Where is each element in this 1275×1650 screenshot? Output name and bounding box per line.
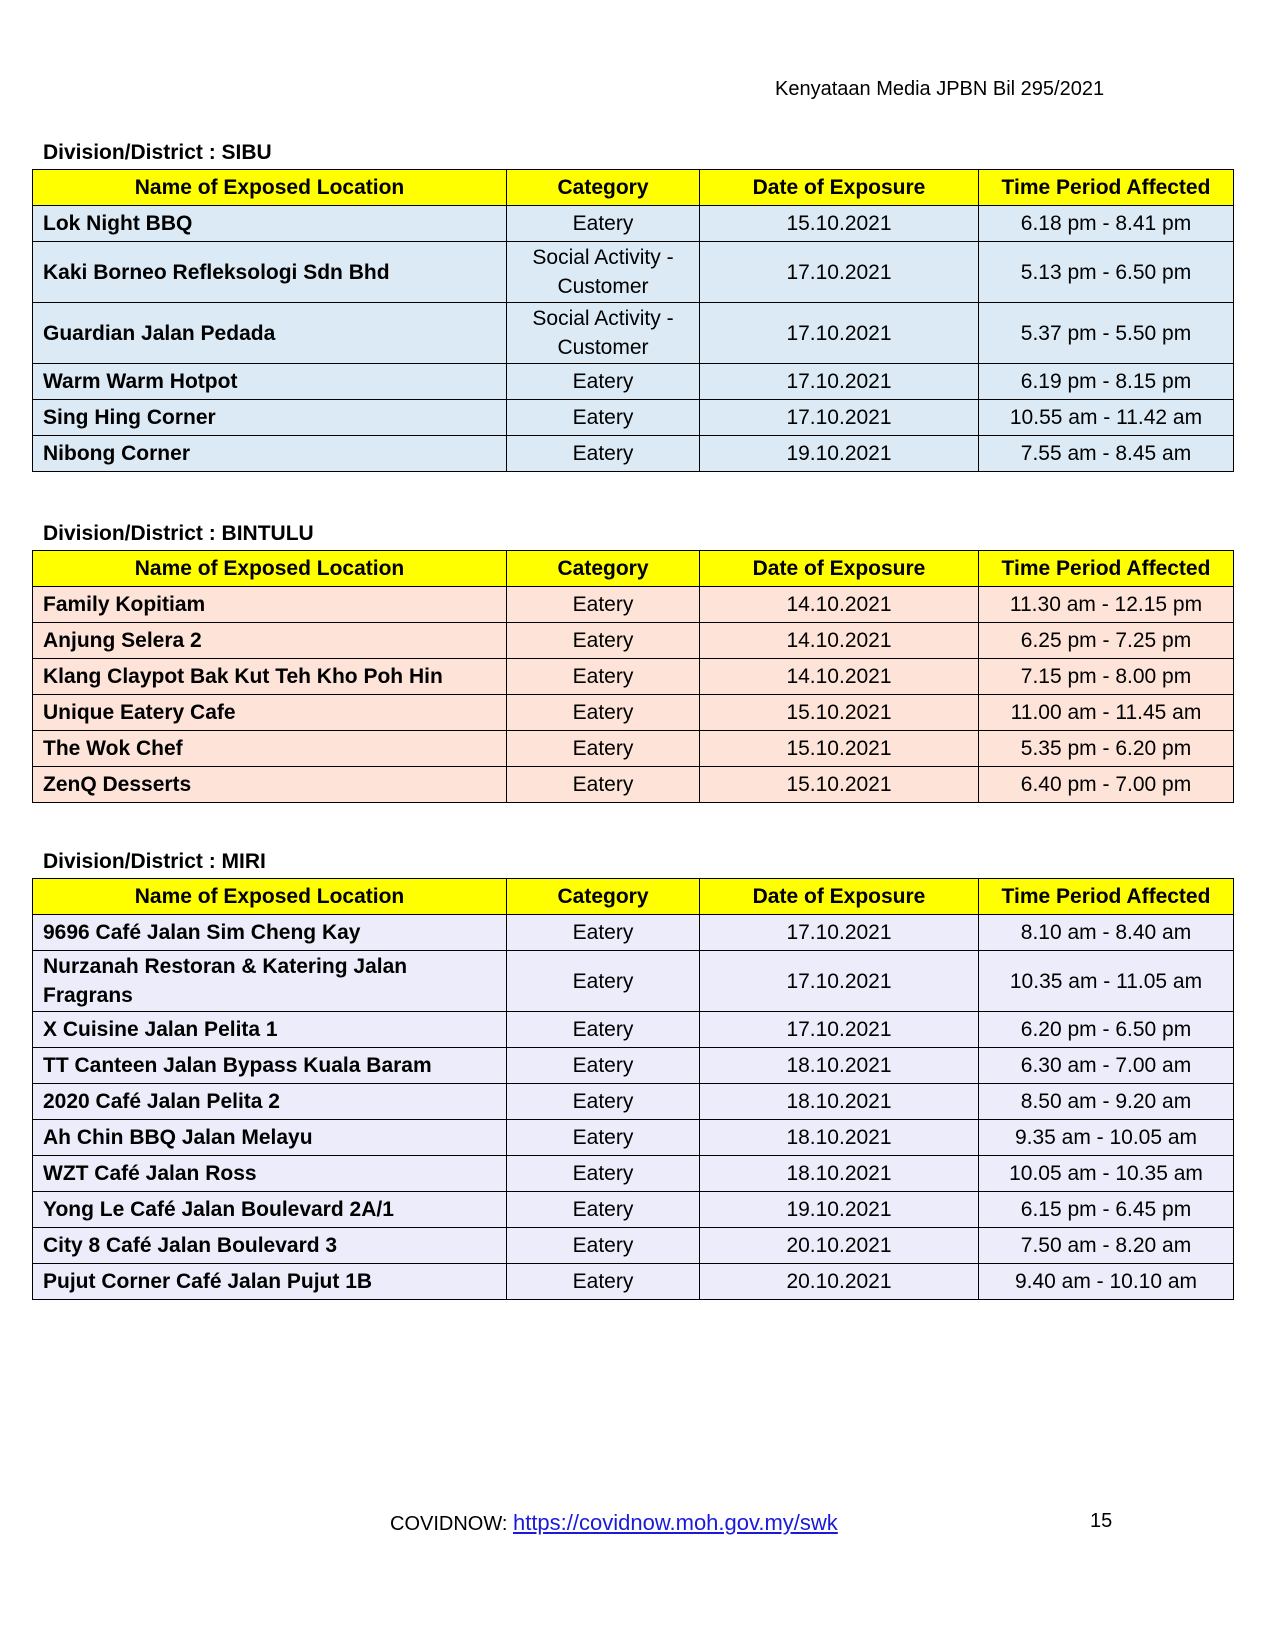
table-row xyxy=(33,767,1234,803)
category-cell: Eatery xyxy=(507,1156,700,1192)
page-number: 15 xyxy=(1090,1510,1113,1532)
time-cell: 5.13 pm - 6.50 pm xyxy=(979,242,1234,303)
date-cell: 15.10.2021 xyxy=(700,695,979,731)
location-cell: X Cuisine Jalan Pelita 1 xyxy=(33,1012,507,1048)
category-cell: Eatery xyxy=(507,659,700,695)
time-cell: 6.30 am - 7.00 am xyxy=(979,1048,1234,1084)
category-cell: Eatery xyxy=(507,1084,700,1120)
category-cell: Social Activity - Customer xyxy=(507,242,700,303)
category-cell: Eatery xyxy=(507,915,700,951)
category-cell: Eatery xyxy=(507,695,700,731)
table-row xyxy=(33,731,1234,767)
time-cell: 10.05 am - 10.35 am xyxy=(979,1156,1234,1192)
location-cell: Anjung Selera 2 xyxy=(33,623,507,659)
date-cell: 17.10.2021 xyxy=(700,400,979,436)
table-row xyxy=(33,242,1234,303)
column-header-category: Category xyxy=(507,879,700,915)
location-cell: Yong Le Café Jalan Boulevard 2A/1 xyxy=(33,1192,507,1228)
table-row xyxy=(33,1012,1234,1048)
date-cell: 15.10.2021 xyxy=(700,731,979,767)
time-cell: 5.37 pm - 5.50 pm xyxy=(979,303,1234,364)
category-cell: Eatery xyxy=(507,587,700,623)
exposure-table-sibu xyxy=(32,169,1234,472)
table-row xyxy=(33,915,1234,951)
category-cell: Eatery xyxy=(507,436,700,472)
category-cell: Social Activity - Customer xyxy=(507,303,700,364)
time-cell: 6.18 pm - 8.41 pm xyxy=(979,206,1234,242)
category-cell: Eatery xyxy=(507,731,700,767)
date-cell: 17.10.2021 xyxy=(700,951,979,1012)
exposure-table-bintulu xyxy=(32,550,1234,803)
date-cell: 18.10.2021 xyxy=(700,1084,979,1120)
table-row xyxy=(33,951,1234,1012)
table-row xyxy=(33,1084,1234,1120)
location-cell: Unique Eatery Cafe xyxy=(33,695,507,731)
location-cell: Nibong Corner xyxy=(33,436,507,472)
table-row xyxy=(33,659,1234,695)
time-cell: 8.50 am - 9.20 am xyxy=(979,1084,1234,1120)
table-row xyxy=(33,303,1234,364)
time-cell: 11.00 am - 11.45 am xyxy=(979,695,1234,731)
date-cell: 19.10.2021 xyxy=(700,436,979,472)
time-cell: 6.15 pm - 6.45 pm xyxy=(979,1192,1234,1228)
column-header-time: Time Period Affected xyxy=(979,170,1234,206)
location-cell: Ah Chin BBQ Jalan Melayu xyxy=(33,1120,507,1156)
date-cell: 18.10.2021 xyxy=(700,1120,979,1156)
time-cell: 6.40 pm - 7.00 pm xyxy=(979,767,1234,803)
location-cell: Guardian Jalan Pedada xyxy=(33,303,507,364)
column-header-location: Name of Exposed Location xyxy=(33,879,507,915)
date-cell: 15.10.2021 xyxy=(700,767,979,803)
column-header-category: Category xyxy=(507,551,700,587)
location-cell: Pujut Corner Café Jalan Pujut 1B xyxy=(33,1264,507,1300)
table-row xyxy=(33,364,1234,400)
category-cell: Eatery xyxy=(507,767,700,803)
exposure-table-miri xyxy=(32,878,1234,1300)
category-cell: Eatery xyxy=(507,1120,700,1156)
date-cell: 17.10.2021 xyxy=(700,242,979,303)
time-cell: 5.35 pm - 6.20 pm xyxy=(979,731,1234,767)
time-cell: 6.25 pm - 7.25 pm xyxy=(979,623,1234,659)
date-cell: 18.10.2021 xyxy=(700,1048,979,1084)
time-cell: 9.35 am - 10.05 am xyxy=(979,1120,1234,1156)
time-cell: 10.35 am - 11.05 am xyxy=(979,951,1234,1012)
location-cell: Klang Claypot Bak Kut Teh Kho Poh Hin xyxy=(33,659,507,695)
date-cell: 17.10.2021 xyxy=(700,364,979,400)
section-title: Division/District : SIBU xyxy=(43,141,272,164)
table-row xyxy=(33,1120,1234,1156)
column-header-date: Date of Exposure xyxy=(700,551,979,587)
location-cell: Sing Hing Corner xyxy=(33,400,507,436)
location-cell: Lok Night BBQ xyxy=(33,206,507,242)
time-cell: 7.55 am - 8.45 am xyxy=(979,436,1234,472)
section-sibu xyxy=(32,137,1233,472)
location-cell: Kaki Borneo Refleksologi Sdn Bhd xyxy=(33,242,507,303)
table-row xyxy=(33,695,1234,731)
section-bintulu xyxy=(32,518,1233,803)
location-cell: Warm Warm Hotpot xyxy=(33,364,507,400)
time-cell: 6.20 pm - 6.50 pm xyxy=(979,1012,1234,1048)
section-title: Division/District : BINTULU xyxy=(43,522,314,545)
category-cell: Eatery xyxy=(507,1048,700,1084)
category-cell: Eatery xyxy=(507,1012,700,1048)
column-header-date: Date of Exposure xyxy=(700,879,979,915)
footer-label: COVIDNOW: xyxy=(390,1513,513,1535)
date-cell: 17.10.2021 xyxy=(700,303,979,364)
column-header-category: Category xyxy=(507,170,700,206)
time-cell: 9.40 am - 10.10 am xyxy=(979,1264,1234,1300)
location-cell: 9696 Café Jalan Sim Cheng Kay xyxy=(33,915,507,951)
date-cell: 20.10.2021 xyxy=(700,1228,979,1264)
date-cell: 19.10.2021 xyxy=(700,1192,979,1228)
location-cell: 2020 Café Jalan Pelita 2 xyxy=(33,1084,507,1120)
location-cell: TT Canteen Jalan Bypass Kuala Baram xyxy=(33,1048,507,1084)
date-cell: 18.10.2021 xyxy=(700,1156,979,1192)
category-cell: Eatery xyxy=(507,951,700,1012)
column-header-time: Time Period Affected xyxy=(979,551,1234,587)
category-cell: Eatery xyxy=(507,400,700,436)
category-cell: Eatery xyxy=(507,623,700,659)
date-cell: 14.10.2021 xyxy=(700,587,979,623)
table-row xyxy=(33,623,1234,659)
time-cell: 8.10 am - 8.40 am xyxy=(979,915,1234,951)
category-cell: Eatery xyxy=(507,1192,700,1228)
location-cell: Family Kopitiam xyxy=(33,587,507,623)
column-header-location: Name of Exposed Location xyxy=(33,170,507,206)
table-row xyxy=(33,1228,1234,1264)
time-cell: 7.50 am - 8.20 am xyxy=(979,1228,1234,1264)
category-cell: Eatery xyxy=(507,206,700,242)
table-row xyxy=(33,1264,1234,1300)
table-row xyxy=(33,206,1234,242)
document-reference: Kenyataan Media JPBN Bil 295/2021 xyxy=(775,78,1105,100)
category-cell: Eatery xyxy=(507,1228,700,1264)
table-row xyxy=(33,436,1234,472)
location-cell: City 8 Café Jalan Boulevard 3 xyxy=(33,1228,507,1264)
time-cell: 7.15 pm - 8.00 pm xyxy=(979,659,1234,695)
table-row xyxy=(33,587,1234,623)
section-miri xyxy=(32,846,1233,1300)
date-cell: 17.10.2021 xyxy=(700,1012,979,1048)
time-cell: 6.19 pm - 8.15 pm xyxy=(979,364,1234,400)
section-title: Division/District : MIRI xyxy=(43,850,266,873)
location-cell: ZenQ Desserts xyxy=(33,767,507,803)
location-cell: Nurzanah Restoran & Katering Jalan Fragrans xyxy=(33,951,507,1012)
footer xyxy=(390,1510,910,1536)
location-cell: WZT Café Jalan Ross xyxy=(33,1156,507,1192)
date-cell: 15.10.2021 xyxy=(700,206,979,242)
date-cell: 20.10.2021 xyxy=(700,1264,979,1300)
column-header-location: Name of Exposed Location xyxy=(33,551,507,587)
table-row xyxy=(33,1048,1234,1084)
table-row xyxy=(33,400,1234,436)
category-cell: Eatery xyxy=(507,1264,700,1300)
date-cell: 14.10.2021 xyxy=(700,623,979,659)
covidnow-link[interactable]: https://covidnow.moh.gov.my/swk xyxy=(512,1510,838,1535)
date-cell: 17.10.2021 xyxy=(700,915,979,951)
table-row xyxy=(33,1156,1234,1192)
table-row xyxy=(33,1192,1234,1228)
time-cell: 10.55 am - 11.42 am xyxy=(979,400,1234,436)
column-header-date: Date of Exposure xyxy=(700,170,979,206)
column-header-time: Time Period Affected xyxy=(979,879,1234,915)
category-cell: Eatery xyxy=(507,364,700,400)
date-cell: 14.10.2021 xyxy=(700,659,979,695)
location-cell: The Wok Chef xyxy=(33,731,507,767)
time-cell: 11.30 am - 12.15 pm xyxy=(979,587,1234,623)
